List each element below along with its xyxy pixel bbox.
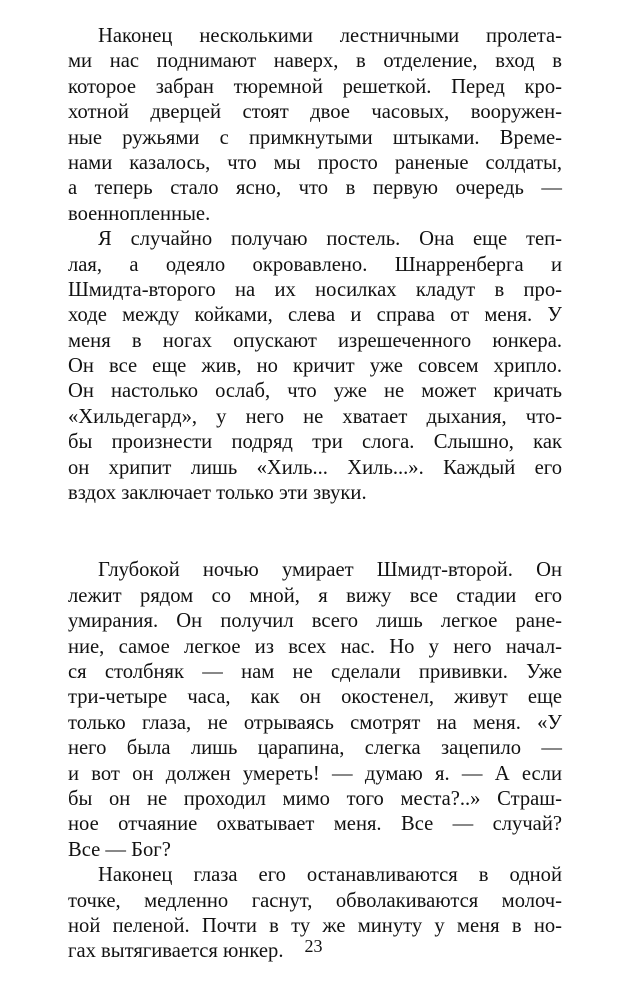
paragraph-3: [68, 558, 562, 863]
text-line: ние, самое легкое из всех нас. Но у него начал-: [68, 635, 562, 658]
text-line: ходе между койками, слева и справа от меня. У: [68, 304, 562, 327]
text-line: ся столбняк — нам не сделали прививки. Уже: [68, 660, 562, 683]
book-page: [68, 24, 562, 965]
text-line: бы произнести подряд три слога. Слышно, как: [68, 431, 562, 454]
text-line: лая, а одеяло окровавлено. Шнарренберга и: [68, 253, 562, 276]
text-line: Шмидта-второго на их носилках кладут в про-: [68, 278, 562, 301]
section-break: [68, 506, 562, 558]
text-line: ные ружьями с примкнутыми штыками. Време-: [68, 126, 562, 149]
text-line: меня в ногах опускают изрешеченного юнкера.: [68, 329, 562, 352]
text-line: он хрипит лишь «Хиль... Хиль...». Каждый его: [68, 456, 562, 479]
text-line: только глаза, не отрываясь смотрят на меня. «У: [68, 711, 562, 734]
text-line: которое забран тюремной решеткой. Перед кро-: [68, 75, 562, 98]
text-line: гах вытягивается юнкер.: [68, 940, 284, 963]
text-line: и вот он должен умереть! — думаю я. — А если: [68, 762, 562, 785]
page-number: 23: [304, 936, 323, 956]
text-line: Наконец глаза его останавливаются в одной: [98, 864, 562, 887]
text-line: ной пеленой. Почти в ту же минуту у меня в но-: [68, 914, 562, 937]
text-line: Наконец несколькими лестничными пролета-: [98, 25, 562, 47]
text-line: Он настолько ослаб, что уже не может кричать: [68, 380, 562, 403]
text-line: нами казалось, что мы просто раненые солдаты,: [68, 151, 562, 174]
text-line: хотной дверцей стоят двое часовых, вооружен-: [68, 101, 562, 124]
text-line: ное отчаяние охватывает меня. Все — случай?: [68, 813, 562, 836]
text-line: «Хильдегард», у него не хватает дыхания, что-: [68, 405, 562, 428]
text-line: Все — Бог?: [68, 838, 171, 861]
text-line: вздох заключает только эти звуки.: [68, 482, 367, 505]
paragraph-1: [68, 24, 562, 227]
text-line: лежит рядом со мной, я вижу все стадии его: [68, 584, 562, 607]
text-line: три-четыре часа, как он окостенел, живут еще: [68, 686, 562, 709]
text-line: Глубокой ночью умирает Шмидт-второй. Он: [98, 559, 562, 582]
paragraph-2: [68, 227, 562, 506]
text-line: военнопленные.: [68, 202, 211, 225]
text-line: а теперь стало ясно, что в первую очередь —: [68, 177, 562, 200]
text-line: Я случайно получаю постель. Она еще теп-: [98, 228, 562, 251]
text-line: бы он не проходил мимо того места?..» Страш-: [68, 787, 562, 810]
text-line: него была лишь царапина, слегка зацепило —: [68, 737, 562, 760]
text-line: умирания. Он получил всего лишь легкое ране-: [68, 610, 562, 633]
text-line: ми нас поднимают наверх, в отделение, вход в: [68, 50, 562, 73]
text-line: Он все еще жив, но кричит уже совсем хрипло.: [68, 355, 562, 378]
text-line: точке, медленно гаснут, обволакиваются молоч-: [68, 889, 562, 912]
